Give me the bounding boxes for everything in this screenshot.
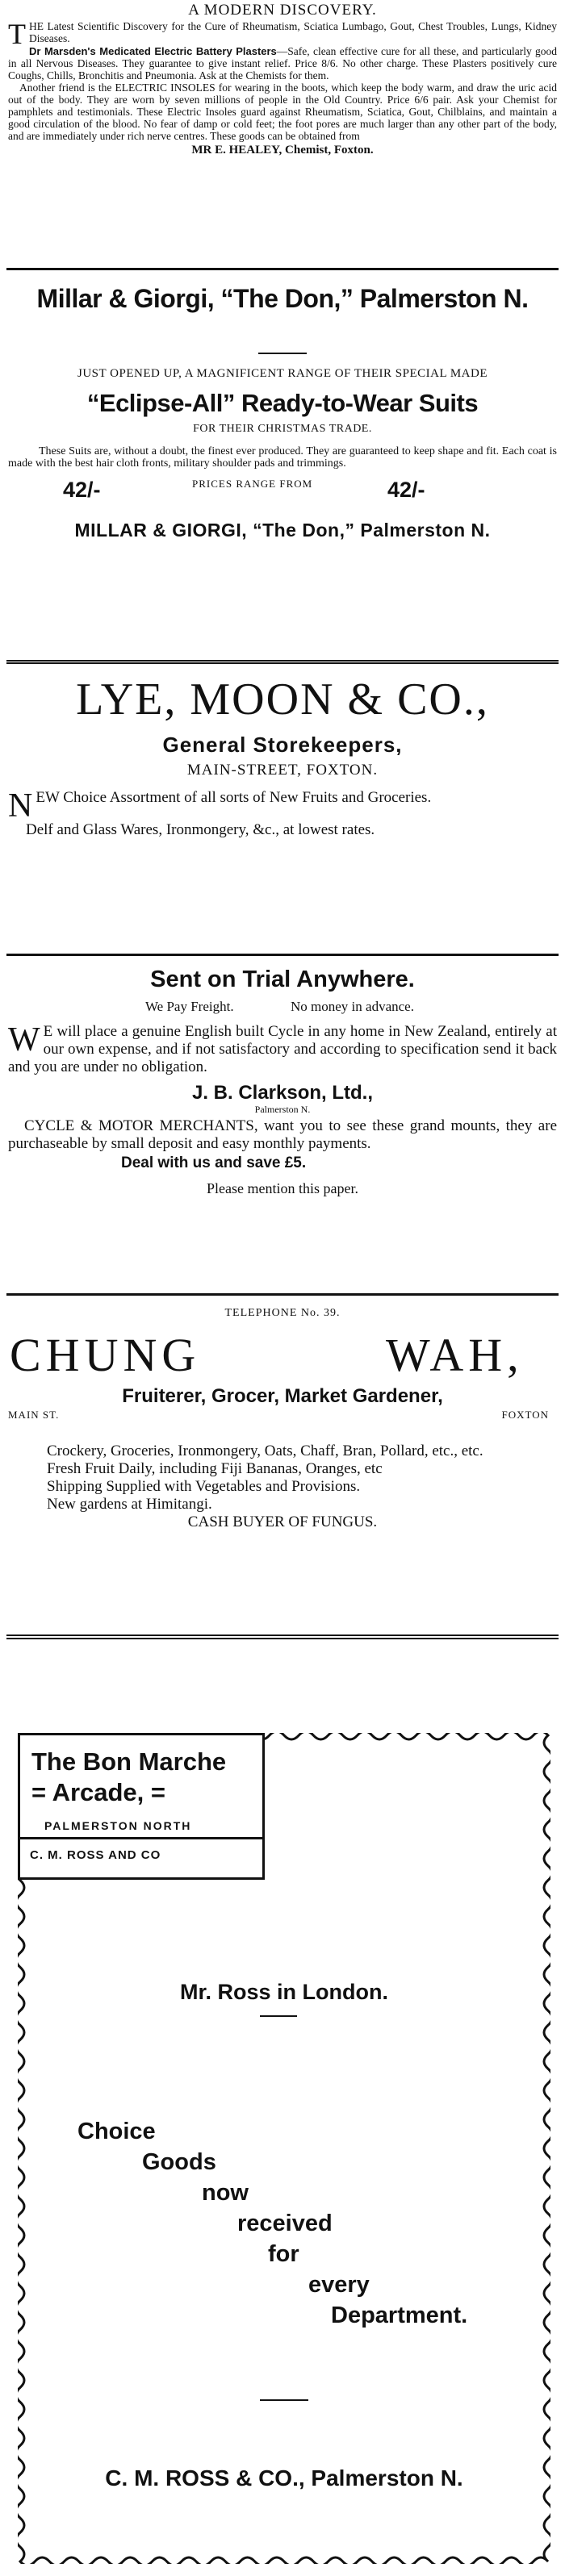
chung-advert <box>8 1307 557 1531</box>
chung-line4: New gardens at Himitangi. <box>47 1496 212 1513</box>
bonmarche-headline: Mr. Ross in London. <box>180 1980 388 2004</box>
clarkson-deal: Deal with us and save £5. <box>121 1154 307 1171</box>
healey-dropcap: T <box>8 18 26 50</box>
stair-word: received <box>237 2211 333 2236</box>
bonmarche-footer: C. M. ROSS & CO., Palmerston N. <box>105 2465 463 2490</box>
bonmarche-advert <box>18 1733 550 2564</box>
clarkson-merchants: CYCLE & MOTOR MERCHANTS, want you to see these grand mounts, they are purchaseable by small deposit and easy monthly payments. <box>8 1117 557 1152</box>
millar-subtitle: FOR THEIR CHRISTMAS TRADE. <box>193 423 372 435</box>
chung-trade: Fruiterer, Grocer, Market Gardener, <box>122 1385 443 1407</box>
healey-plasters <box>8 45 557 81</box>
lye-trade: General Storekeepers, <box>162 733 403 757</box>
freight-text: We Pay Freight. <box>145 999 234 1014</box>
price-right: 42/- <box>387 478 425 502</box>
advance-text: No money in advance. <box>291 999 414 1014</box>
millar-advert <box>8 274 557 316</box>
healey-heading: A MODERN DISCOVERY. <box>188 2 377 19</box>
healey-advert <box>8 2 557 157</box>
chung-line5: CASH BUYER OF FUNGUS. <box>187 1513 378 1530</box>
chung-street: MAIN ST. <box>8 1409 60 1421</box>
divider <box>6 1635 559 1639</box>
chung-name-right: WAH, <box>386 1329 524 1381</box>
chung-location <box>8 1409 557 1425</box>
clarkson-body: W E will place a genuine English built Cycle in any home in New Zealand, entirely at our own expense, and if not satisfactory and according to specification send it back and you are under no obligation. <box>8 1021 557 1075</box>
stair-word: Goods <box>142 2149 216 2175</box>
millar-body <box>8 367 557 541</box>
lye-advert <box>8 674 557 839</box>
millar-prices <box>8 478 557 505</box>
clarkson-dropcap: W <box>8 1021 40 1058</box>
divider <box>6 1293 559 1296</box>
bonmarche-box-rule <box>20 1837 262 1839</box>
clarkson-advert <box>8 965 557 1197</box>
bonmarche-title-box <box>18 1733 265 1880</box>
stair-word: Department. <box>331 2303 468 2328</box>
bonmarche-title1: The Bon Marche <box>31 1747 227 1776</box>
lye-dropcap: N <box>8 787 33 825</box>
plasters-text: —Safe, clean effective cure for all these, and particularly good in all Nervous Diseases. They guarantee to give instant relief. Price 8/6. No other charge. These Plasters positively cure Coughs, Chills, Bronchitis and Pneumonia. Ask at the Chemists for them. <box>8 45 557 81</box>
price-left: 42/- <box>63 478 101 502</box>
clarkson-town: Palmerston N. <box>254 1104 311 1115</box>
bonmarche-title2: = Arcade, = <box>31 1778 166 1806</box>
lye-name: LYE, MOON & CO., <box>76 674 489 724</box>
millar-header: Millar & Giorgi, “The Don,” Palmerston N. <box>36 284 529 313</box>
millar-footer: MILLAR & GIORGI, “The Don,” Palmerston N. <box>74 520 491 541</box>
clarkson-terms <box>8 999 557 1020</box>
stair-word: now <box>202 2180 249 2206</box>
lye-line1: NEW Choice Assortment of all sorts of New Fruits and Groceries. <box>8 787 432 825</box>
millar-product: “Eclipse-All” Ready-to-Wear Suits <box>86 389 479 417</box>
clarkson-mention: Please mention this paper. <box>207 1180 358 1196</box>
chung-line2: Fresh Fruit Daily, including Fiji Bananas, Oranges, etc <box>47 1460 383 1477</box>
millar-description: These Suits are, without a doubt, the finest ever produced. They are guaranteed to keep shape and fit. Each coat is made with the best hair cloth fronts, military shoulder pads and trimmings. <box>8 445 557 470</box>
divider <box>6 268 559 270</box>
healey-intro: THE Latest Scientific Discovery for the Cure of Rheumatism, Sciatica Lumbago, Gout, Chest Troubles, Lungs, Kidney Diseases. <box>8 18 557 50</box>
millar-opened: JUST OPENED UP, A MAGNIFICENT RANGE OF THEIR SPECIAL MADE <box>77 367 488 380</box>
lye-line2: Delf and Glass Wares, Ironmongery, &c., at lowest rates. <box>26 821 375 838</box>
clarkson-company: J. B. Clarkson, Ltd., <box>191 1082 374 1104</box>
price-range-label: PRICES RANGE FROM <box>192 478 313 490</box>
chung-town: FOXTON <box>501 1409 549 1421</box>
chung-name <box>8 1328 557 1381</box>
bonmarche-town: PALMERSTON NORTH <box>44 1819 192 1832</box>
short-divider <box>258 353 307 354</box>
chung-line3: Shipping Supplied with Vegetables and Provisions. <box>47 1478 361 1495</box>
divider <box>6 660 559 664</box>
stair-word: every <box>308 2272 370 2298</box>
chung-line1: Crockery, Groceries, Ironmongery, Oats, Chaff, Bran, Pollard, etc., etc. <box>47 1442 483 1459</box>
healey-insoles: Another friend is the ELECTRIC INSOLES for wearing in the boots, which keep the body warm, and draw the uric acid out of the body. They are worn by seven millions of people in the Old Country. Price 6/6 pair. Ask your Chemist for pamphlets and testimonials. These Electric Insoles guard against Rheumatism, Sciatica, Gout, Chilblains, and maintain a good circulation of the blood. No fear of damp or cold feet; the foot pores are much larger than any other part of the body, and are immediately under rich nerve centres. These goods can be obtained from <box>8 81 557 142</box>
bonmarche-owner: C. M. ROSS AND CO <box>30 1848 161 1862</box>
divider <box>6 954 559 956</box>
stair-word: Choice <box>77 2119 156 2144</box>
chung-name-left: CHUNG <box>10 1329 201 1381</box>
clarkson-heading: Sent on Trial Anywhere. <box>150 967 415 992</box>
healey-signature: MR E. HEALEY, Chemist, Foxton. <box>191 144 374 157</box>
plasters-title: Dr Marsden's Medicated Electric Battery Plasters <box>29 45 277 57</box>
stair-word: for <box>268 2241 299 2267</box>
chung-telephone: TELEPHONE No. 39. <box>224 1307 341 1319</box>
lye-address: MAIN-STREET, FOXTON. <box>186 762 379 779</box>
